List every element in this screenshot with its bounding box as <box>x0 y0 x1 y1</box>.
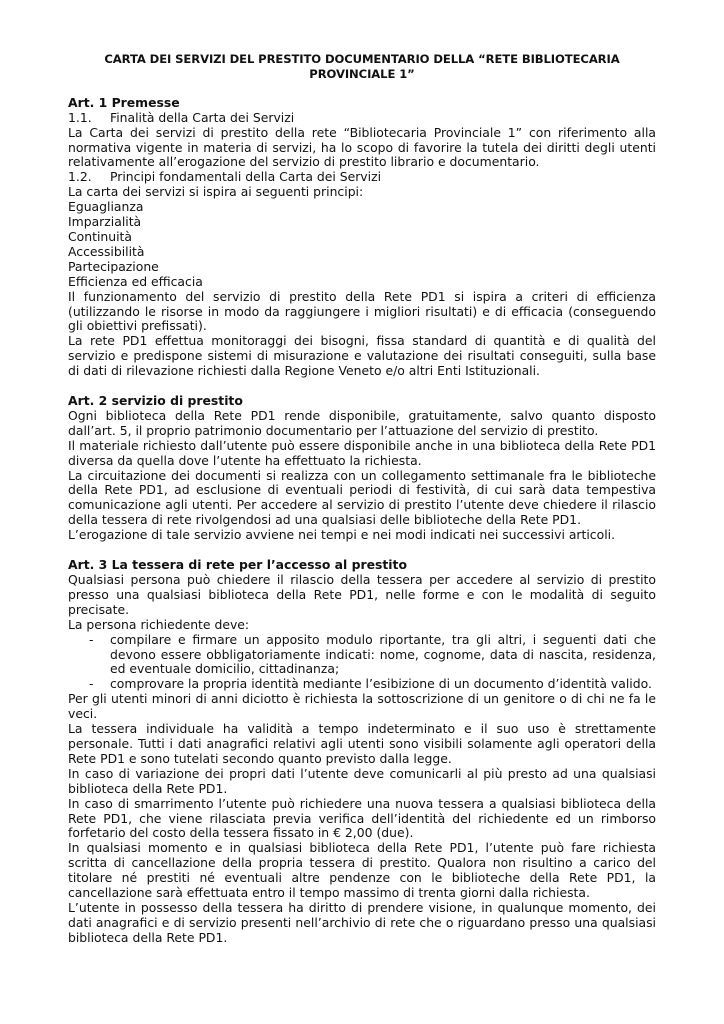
paragraph: La circuitazione dei documenti si realizza con un collegamento settimanale fra le biblioteche della Rete PD1, ad esclusione di eventuali periodi di festività, di cui sarà data tempestiva comunicazione agli utenti. Per accedere al servizio di prestito l’utente deve chiedere il rilascio della tessera di rete rivolgendosi ad una qualsiasi delle biblioteche della Rete PD1. <box>68 467 656 528</box>
principle-item: Imparzialità <box>68 214 142 230</box>
principle-item: Partecipazione <box>68 258 159 274</box>
paragraph: La Carta dei servizi di prestito della rete “Bibliotecaria Provinciale 1” con riferimento alla normativa vigente in materia di servizi, ha lo scopo di favorire la tutela dei diritti degli utenti relativamente all’erogazione del servizio di prestito librario e documentario. <box>68 124 656 170</box>
article-1-heading: Art. 1 Premesse <box>68 94 180 110</box>
article-3-heading: Art. 3 La tessera di rete per l’accesso al prestito <box>68 557 407 573</box>
paragraph: In caso di smarrimento l’utente può richiedere una nuova tessera a qualsiasi biblioteca della Rete PD1, che viene rilasciata previa verifica dell’identità del richiedente ed un rimborso forfetario del costo della tessera fissato in € 2,00 (due). <box>68 795 656 841</box>
section-number: 1.2. <box>68 169 92 185</box>
principle-item: Eguaglianza <box>68 199 144 215</box>
section-title: Finalità della Carta dei Servizi <box>110 109 295 125</box>
paragraph: Qualsiasi persona può chiedere il rilascio della tessera per accedere al servizio di prestito presso una qualsiasi biblioteca della Rete PD1, nelle forme e con le modalità di seguito precisate. <box>68 572 656 617</box>
paragraph: La persona richiedente deve: <box>68 616 250 632</box>
article-2 <box>68 394 656 543</box>
paragraph: Il funzionamento del servizio di prestito della Rete PD1 si ispira a criteri di efficienza (utilizzando le risorse in modo da raggiungere i migliori risultati) e di efficacia (conseguendo gli obiettivi prefissati). <box>68 288 656 334</box>
paragraph: La rete PD1 effettua monitoraggi dei bisogni, fissa standard di quantità e di qualità del servizio e predispone sistemi di misurazione e valutazione dei risultati conseguiti, sulla base di dati di rilevazione richiesti dalla Regione Veneto e/o altri Enti Istituzionali. <box>68 333 656 379</box>
article-1 <box>68 96 656 379</box>
requirements-list <box>68 633 656 693</box>
paragraph: La carta dei servizi si ispira ai seguenti principi: <box>68 184 364 200</box>
paragraph: Il materiale richiesto dall’utente può essere disponibile anche in una biblioteca della Rete PD1 diversa da quella dove l’utente ha effettuato la richiesta. <box>68 437 656 468</box>
section-title: Principi fondamentali della Carta dei Servizi <box>110 169 382 185</box>
document-title: CARTA DEI SERVIZI DEL PRESTITO DOCUMENTARIO DELLA “RETE BIBLIOTECARIA PROVINCIALE 1” <box>104 52 620 81</box>
paragraph: L’erogazione di tale servizio avviene nei tempi e nei modi indicati nei successivi articoli. <box>68 527 616 543</box>
dash-bullet: - <box>89 631 94 647</box>
article-2-heading: Art. 2 servizio di prestito <box>68 393 243 409</box>
dash-bullet: - <box>89 676 94 692</box>
list-item <box>68 633 656 678</box>
paragraph: In qualsiasi momento e in qualsiasi biblioteca della Rete PD1, l’utente può fare richiesta scritta di cancellazione della propria tessera di prestito. Qualora non risultino a carico del titolare né prestiti né eventuali altre pendenze con le biblioteche della Rete PD1, la cancellazione sarà effettuata entro il tempo massimo di trenta giorni dalla richiesta. <box>68 840 656 901</box>
principles-list <box>68 200 656 289</box>
principle-item: Efficienza ed efficacia <box>68 273 203 289</box>
paragraph: La tessera individuale ha validità a tempo indeterminato e il suo uso è strettamente personale. Tutti i dati anagrafici relativi agli utenti sono visibili solamente agli operatori della Rete PD1 e sono tutelati secondo quanto previsto dalla legge. <box>68 721 656 766</box>
principle-item: Accessibilità <box>68 243 145 259</box>
paragraph: In caso di variazione dei propri dati l’utente deve comunicarli al più presto ad una qualsiasi biblioteca della Rete PD1. <box>68 765 656 796</box>
list-item-text: compilare e firmare un apposito modulo riportante, tra gli altri, i seguenti dati che devono essere obbligatoriamente indicati: nome, cognome, data di nascita, residenza, ed eventuale domicilio, cittadinanza; <box>110 631 656 677</box>
paragraph: Ogni biblioteca della Rete PD1 rende disponibile, gratuitamente, salvo quanto disposto dall’art. 5, il proprio patrimonio documentario per l’attuazione del servizio di prestito. <box>68 407 656 438</box>
section-1-2-title <box>68 170 656 185</box>
paragraph: L’utente in possesso della tessera ha diritto di prendere visione, in qualunque momento, dei dati anagrafici e di servizio presenti nell’archivio di rete che o riguardano presso una qualsiasi biblioteca della Rete PD1. <box>68 899 656 945</box>
section-number: 1.1. <box>68 109 92 125</box>
list-item-text: comprovare la propria identità mediante l’esibizione di un documento d’identità valido. <box>110 676 652 692</box>
article-3 <box>68 558 656 946</box>
paragraph: Per gli utenti minori di anni diciotto è richiesta la sottoscrizione di un genitore o di chi ne fa le veci. <box>68 691 656 722</box>
list-item <box>68 677 656 692</box>
section-1-1-title <box>68 111 656 126</box>
principle-item: Continuità <box>68 228 132 244</box>
